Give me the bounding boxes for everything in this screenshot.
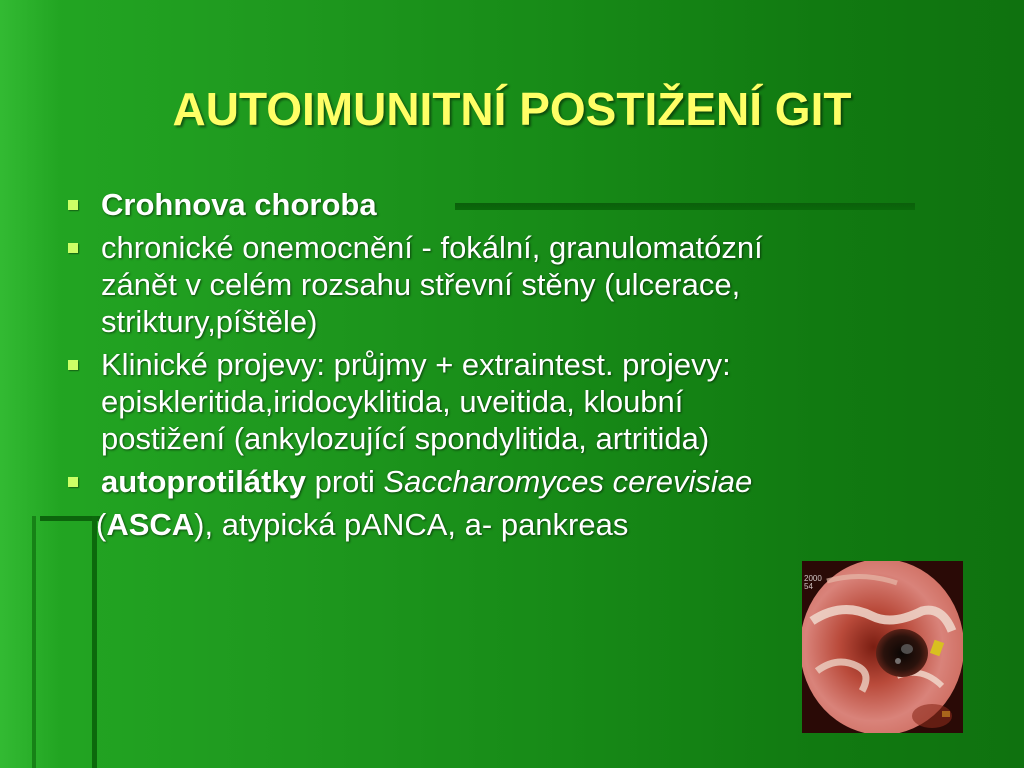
overlay-line: 54	[804, 582, 813, 591]
bullet-text: Crohnova choroba	[101, 187, 377, 222]
square-bullet-icon	[68, 200, 78, 210]
slide-title: AUTOIMUNITNÍ POSTIŽENÍ GIT	[172, 83, 852, 135]
decorative-line-vertical	[92, 516, 97, 768]
square-bullet-icon	[68, 477, 78, 487]
plain-text: proti	[305, 464, 384, 499]
bullet-line: zánět v celém rozsahu střevní stěny (ulcerace,	[101, 267, 741, 302]
bullet-item-crohn	[64, 186, 964, 223]
bullet-item-clinical	[64, 346, 964, 457]
plain-text: ), atypická pANCA, a- pankreas	[194, 507, 629, 542]
plain-text: (	[96, 507, 107, 542]
square-bullet-icon	[68, 360, 78, 370]
bullet-item-chronic	[64, 229, 964, 340]
overlay-line: 2000	[804, 574, 822, 583]
bullet-continuation	[64, 506, 964, 543]
bullet-line: Klinické projevy: průjmy + extraintest. projevy:	[101, 347, 731, 382]
endoscopy-image	[802, 561, 963, 733]
image-overlay-text	[804, 575, 822, 591]
bold-text: autoprotilátky	[101, 464, 306, 499]
bullet-line: chronické onemocnění - fokální, granulomatózní	[101, 230, 763, 265]
endoscopy-photo-drawing	[802, 561, 963, 733]
italic-text: Saccharomyces cerevisiae	[383, 464, 753, 499]
bullet-list	[64, 186, 964, 543]
square-bullet-icon	[68, 243, 78, 253]
bullet-line: episkleritida,iridocyklitida, uveitida, kloubní	[101, 384, 684, 419]
bullet-line: striktury,píštěle)	[101, 304, 318, 339]
decorative-line-vertical-faint	[32, 516, 36, 768]
bold-text: ASCA	[106, 507, 195, 542]
bullet-line: postižení (ankylozující spondylitida, artritida)	[101, 421, 710, 456]
bullet-item-antibodies	[64, 463, 964, 500]
